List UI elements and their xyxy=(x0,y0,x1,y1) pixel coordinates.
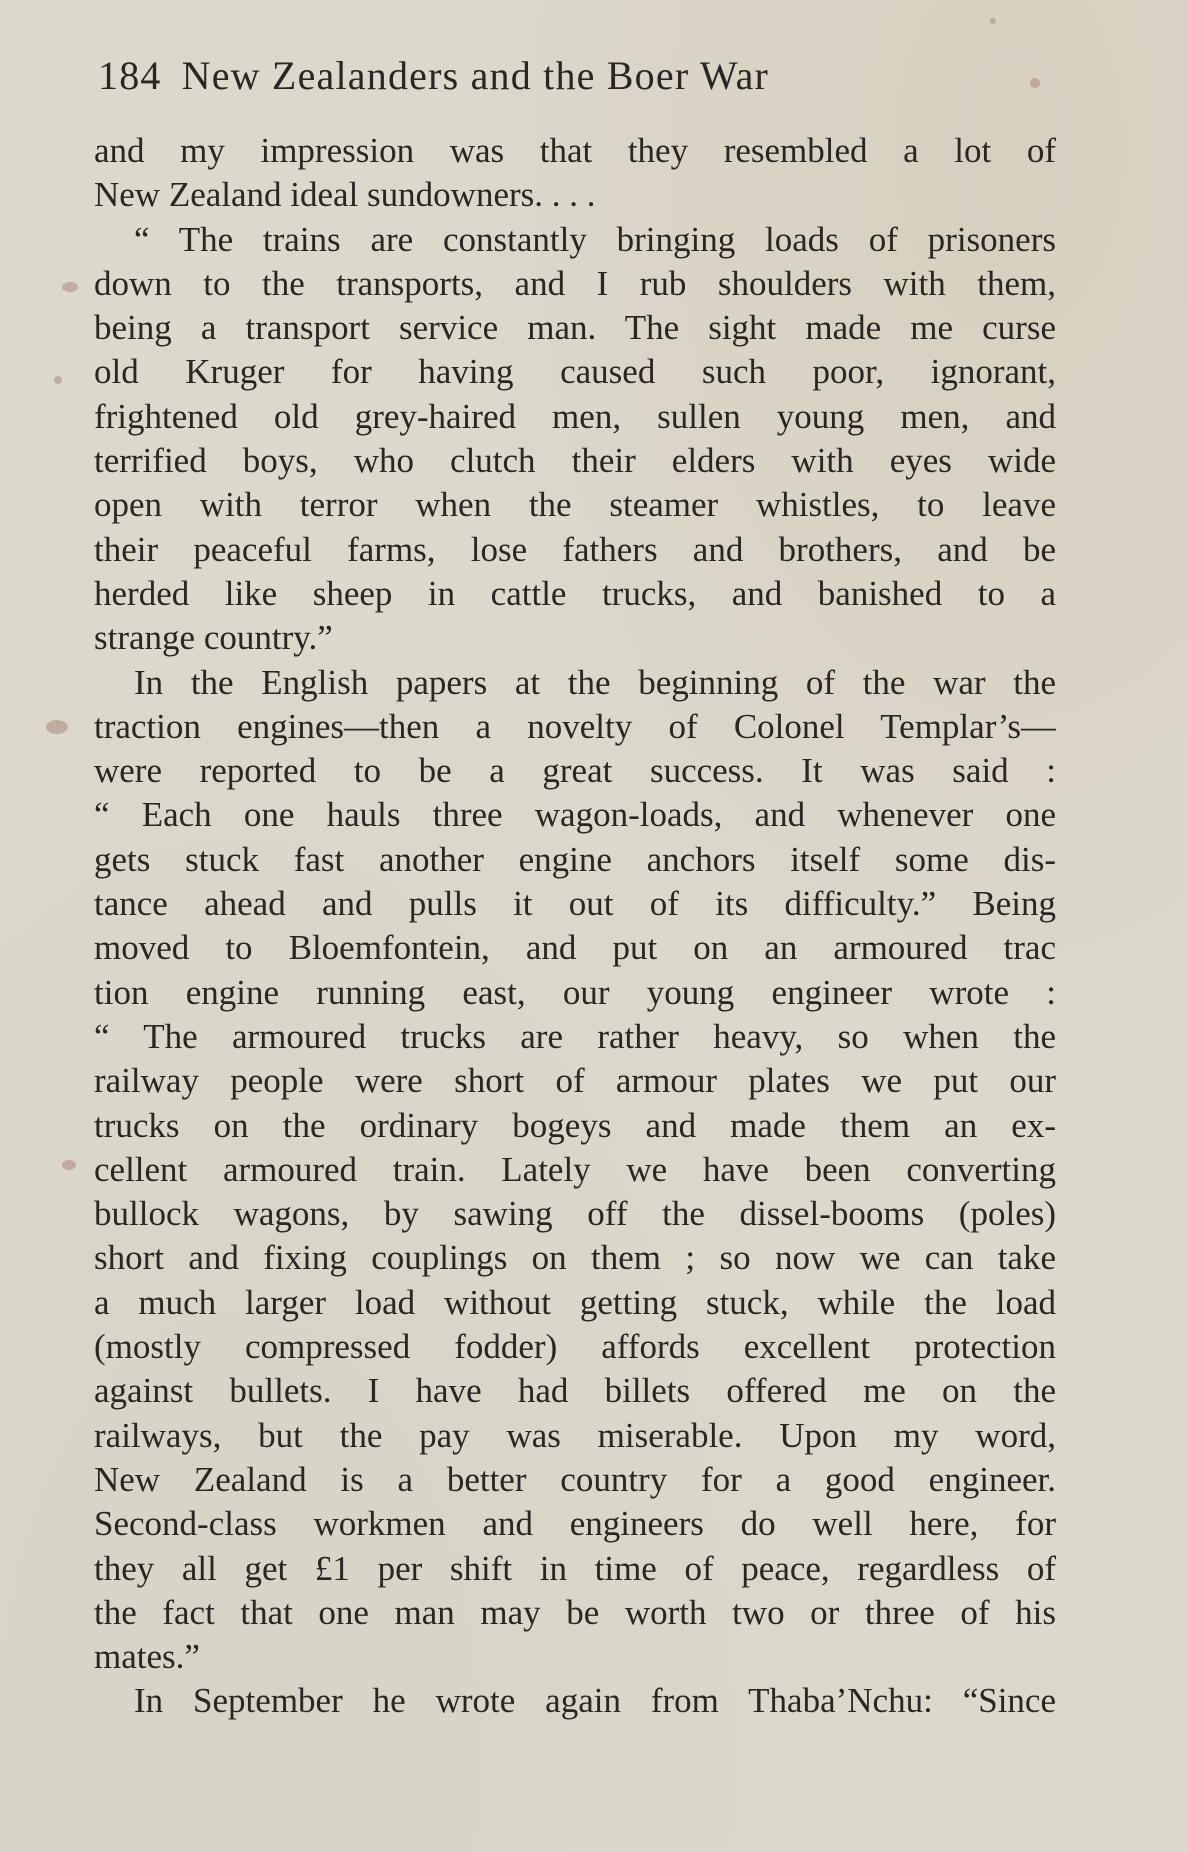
text-line: they all get £1 per shift in time of peace, regardless of xyxy=(94,1548,1056,1588)
paper-speck xyxy=(54,376,62,384)
running-title: New Zealanders and the Boer War xyxy=(181,53,770,98)
text-line: railway people were short of armour plates we put our xyxy=(94,1061,1056,1101)
text-line: “ The trains are constantly bringing loads of prisoners xyxy=(134,219,1056,259)
text-line: the fact that one man may be worth two or three of his xyxy=(94,1592,1056,1632)
text-line: tion engine running east, our young engineer wrote : xyxy=(94,972,1056,1012)
text-line: In the English papers at the beginning of the war the xyxy=(134,662,1056,702)
text-line: against bullets. I have had billets offered me on the xyxy=(94,1371,1056,1411)
text-line: terrified boys, who clutch their elders with eyes wide xyxy=(94,441,1056,481)
text-line: New Zealand is a better country for a good engineer. xyxy=(94,1459,1056,1499)
page-header xyxy=(98,52,1058,108)
text-line: trucks on the ordinary bogeys and made them an ex- xyxy=(94,1105,1056,1145)
text-line: railways, but the pay was miserable. Upon my word, xyxy=(94,1415,1056,1455)
text-line: old Kruger for having caused such poor, ignorant, xyxy=(94,352,1056,392)
text-line: “ The armoured trucks are rather heavy, so when the xyxy=(94,1016,1056,1056)
text-line: open with terror when the steamer whistles, to leave xyxy=(94,485,1056,525)
text-line: down to the transports, and I rub shoulders with them, xyxy=(94,263,1056,303)
text-line: In September he wrote again from Thaba’Nchu: “Since xyxy=(134,1681,1056,1721)
text-line: Second-class workmen and engineers do well here, for xyxy=(94,1504,1056,1544)
text-line: herded like sheep in cattle trucks, and banished to a xyxy=(94,573,1056,613)
text-line: (mostly compressed fodder) affords excellent protection xyxy=(94,1327,1056,1367)
text-line: tance ahead and pulls it out of its difficulty.” Being xyxy=(94,884,1056,924)
paper-speck xyxy=(62,282,78,292)
text-line: mates.” xyxy=(94,1637,200,1677)
text-line: being a transport service man. The sight made me curse xyxy=(94,308,1056,348)
text-line: bullock wagons, by sawing off the dissel-booms (poles) xyxy=(94,1194,1056,1234)
text-line: traction engines—then a novelty of Colonel Templar’s— xyxy=(94,706,1056,746)
paper-speck xyxy=(1030,78,1040,88)
text-line: strange country.” xyxy=(94,618,333,658)
text-line: were reported to be a great success. It was said : xyxy=(94,751,1056,791)
text-line: frightened old grey-haired men, sullen young men, and xyxy=(94,396,1056,436)
paper-speck xyxy=(990,18,996,24)
text-line: New Zealand ideal sundowners. . . . xyxy=(94,175,596,215)
text-line: and my impression was that they resembled a lot of xyxy=(94,131,1056,170)
text-line: cellent armoured train. Lately we have been converting xyxy=(94,1149,1056,1189)
text-line: a much larger load without getting stuck, while the load xyxy=(94,1282,1056,1322)
text-line: moved to Bloemfontein, and put on an armoured trac xyxy=(94,928,1056,968)
paper-speck xyxy=(46,720,68,734)
page-number: 184 xyxy=(98,53,162,98)
body-text xyxy=(94,129,1056,1724)
text-line: “ Each one hauls three wagon-loads, and whenever one xyxy=(94,795,1056,835)
paper-speck xyxy=(62,1160,76,1170)
text-line: gets stuck fast another engine anchors itself some dis- xyxy=(94,839,1056,879)
text-line: their peaceful farms, lose fathers and brothers, and be xyxy=(94,529,1056,569)
text-line: short and fixing couplings on them ; so now we can take xyxy=(94,1238,1056,1278)
